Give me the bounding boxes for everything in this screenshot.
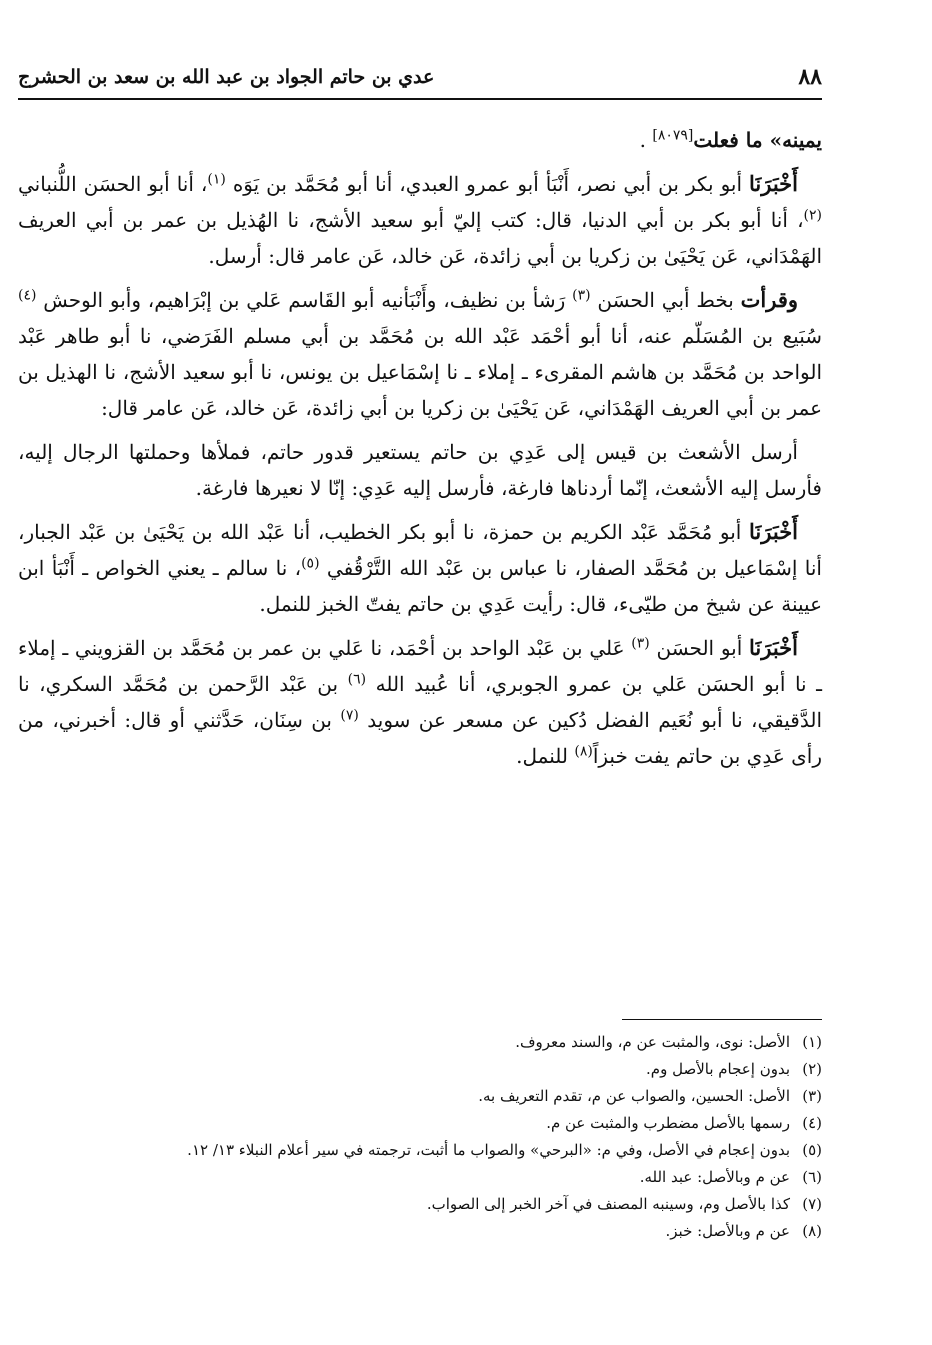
footnote-item	[90, 1029, 822, 1056]
paragraph-text: للنمل.	[516, 744, 568, 768]
paragraph-text: أبو الحسَن	[656, 636, 743, 660]
paragraph-2	[18, 166, 822, 274]
footnote-number: (٨)	[802, 1222, 822, 1240]
paragraph-4	[18, 434, 822, 506]
paragraph-text: بن عَبْد الرَّحمن بن مُحَمَّد السكري، نا الدَّقيقي، نا أبو نُعَيم الفضل دُكين عن مسعر عن سويد	[18, 672, 822, 732]
footnote-item	[90, 1056, 822, 1083]
paragraph-text: ، نا سالم ـ يعني الخواص ـ أَنْبَأ ابن عيينة عن شيخ من طيّىء، قال: رأيت عَدِي بن حاتم يفتّ الخبز للنمل.	[18, 556, 822, 616]
paragraph-text: بخط أبي الحسَن	[597, 288, 734, 312]
reference-number: [٨٠٧٩]	[652, 127, 694, 144]
paragraph-text: ، أنا أبو الحسَن اللُّنباني	[18, 172, 208, 196]
paragraph-text: أبو مُحَمَّد عَبْد الكريم بن حمزة، نا أبو بكر الخطيب، أنا عَبْد الله بن يَحْيَىٰ بن عَبْد الجبار، أنا إسْمَاعيل بن مُحَمَّد الصفار، نا عباس بن عَبْد الله التَّرْقُفي	[18, 520, 822, 580]
paragraph-text: ، أنا أبو بكر بن أبي الدنيا، قال: كتب إليّ أبو سعيد الأشج، نا الهُذيل بن عمر بن أبي العريف الهَمْدَاني، عَن يَحْيَىٰ بن زكريا بن أبي زائدة، عَن خالد، عَن عامر قال: أرسل.	[18, 208, 822, 268]
footnote-number: (٢)	[802, 1060, 822, 1078]
footnote-ref: (٥)	[301, 555, 320, 572]
footnote-ref: (٤)	[18, 287, 37, 304]
paragraph-text: رَشأ بن نظيف، وأَنْبَأنيه أبو القَاسم عَلي بن إبْرَاهيم، وأبو الوحش	[43, 288, 566, 312]
footnote-text: الأصل: نوى، والمثبت عن م، والسند معروف.	[515, 1033, 790, 1051]
footnote-text: الأصل: الحسين، والصواب عن م، تقدم التعريف به.	[478, 1087, 790, 1105]
paragraph-text: عَلي بن عَبْد الواحد بن أحْمَد، نا عَلي بن عمر بن مُحَمَّد بن القزويني ـ إملاء ـ نا أبو الحسَن عَلي بن عمرو الجوبري، أنا عُبيد الله	[18, 636, 822, 696]
footnote-item	[90, 1083, 822, 1110]
footnote-number: (٦)	[802, 1168, 822, 1186]
paragraph-6	[18, 630, 822, 774]
header-rule	[18, 98, 822, 100]
footnote-text: رسمها بالأصل مضطرب والمثبت عن م.	[546, 1114, 790, 1132]
paragraph-lead-word: وقرأت	[740, 287, 798, 312]
footnotes-list	[90, 1029, 822, 1245]
paragraph-1-text: يمينه» ما فعلت	[693, 128, 822, 152]
footnote-ref: (٣)	[572, 287, 591, 304]
footnote-ref: (٧)	[340, 707, 359, 724]
page-header	[18, 58, 822, 100]
paragraph-text: أبو بكر بن أبي نصر، أَنْبَأ أبو عمرو العبدي، أنا أبو مُحَمَّد بن يَوَه	[232, 172, 743, 196]
paragraph-lead-word: أَخْبَرَنَا	[749, 635, 798, 660]
running-title: عدي بن حاتم الجواد بن عبد الله بن سعد بن الحشرج	[18, 66, 435, 88]
paragraph-3	[18, 282, 822, 426]
footnote-number: (٤)	[802, 1114, 822, 1132]
footnote-ref: (٢)	[803, 207, 822, 224]
main-text	[18, 122, 822, 782]
paragraph-5	[18, 514, 822, 622]
footnote-ref: (٦)	[347, 671, 367, 688]
footnote-text: عن م وبالأصل: عبد الله.	[639, 1168, 790, 1186]
footnote-number: (٣)	[802, 1087, 822, 1105]
paragraph-1-end: .	[639, 128, 646, 152]
footnote-item	[90, 1191, 822, 1218]
paragraph-lead-word: أَخْبَرَنَا	[749, 171, 798, 196]
footnote-item	[90, 1164, 822, 1191]
page-number: ٨٨	[798, 64, 822, 90]
footnote-separator	[622, 1019, 822, 1020]
footnote-number: (٥)	[802, 1141, 822, 1159]
paragraph-text: أرسل الأشعث بن قيس إلى عَدِي بن حاتم يستعير قدور حاتم، فملأها وحملتها الرجال إليه، فأرسل إليه الأشعث، إنّما أردناها فارغة، فأرسل إليه عَدِي: إنّا لا نعيرها فارغة.	[18, 440, 822, 500]
paragraph-text: سُبَيع بن المُسَلّم عنه، أنا أبو أحْمَد عَبْد الله بن مُحَمَّد بن أبي مسلم الفَرَضي، نا أبو طاهر عَبْد الواحد بن مُحَمَّد بن هاشم المقرىء ـ إملاء ـ نا إسْمَاعيل بن يونس، نا أبو سعيد الأشج، نا الهذيل بن عمر بن أبي العريف الهَمْدَاني، عَن يَحْيَىٰ بن زكريا بن أبي زائدة، عَن خالد، عَن عامر قال:	[18, 324, 822, 420]
footnote-text: كذا بالأصل وم، وسينبه المصنف في آخر الخبر إلى الصواب.	[426, 1195, 790, 1213]
footnote-number: (٧)	[802, 1195, 822, 1213]
footnote-number: (١)	[802, 1033, 822, 1051]
footnote-ref: (٣)	[631, 635, 650, 652]
footnote-text: عن م وبالأصل: خبز.	[665, 1222, 790, 1240]
footnote-text: بدون إعجام في الأصل، وفي م: «البرحي» والصواب ما أثبت، ترجمته في سير أعلام النبلاء ١٣/ ١٢.	[187, 1141, 790, 1159]
footnote-item	[90, 1218, 822, 1245]
footnote-item	[90, 1137, 822, 1164]
paragraph-lead-word: أَخْبَرَنَا	[749, 519, 799, 544]
footnote-item	[90, 1110, 822, 1137]
paragraph-text: بن سِنَان، حَدَّثني أو قال: أخبرني، من رأى عَدِي بن حاتم يفت خبزاً	[18, 708, 822, 768]
paragraph-1	[18, 122, 822, 158]
footnote-ref: (٨)	[574, 743, 593, 760]
footnote-text: بدون إعجام بالأصل وم.	[646, 1060, 790, 1078]
footnote-ref: (١)	[207, 171, 226, 188]
